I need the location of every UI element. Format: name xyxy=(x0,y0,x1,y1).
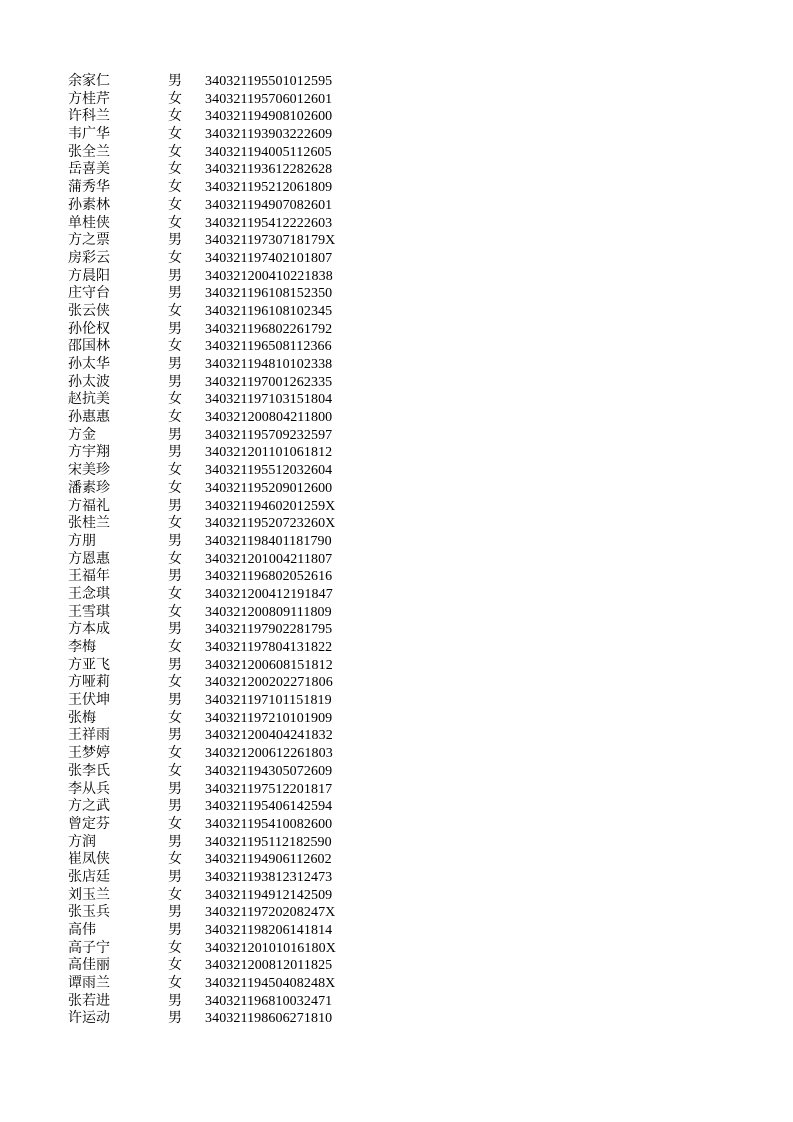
person-gender: 女 xyxy=(168,179,182,196)
table-row xyxy=(68,586,368,604)
table-row xyxy=(68,816,368,834)
table-row xyxy=(68,922,368,940)
person-name: 王雪琪 xyxy=(68,603,110,620)
id-number: 34032119730718179X xyxy=(205,233,336,249)
person-name: 孙太波 xyxy=(68,373,110,390)
person-gender: 男 xyxy=(168,320,182,337)
person-gender: 女 xyxy=(168,745,182,762)
id-number: 340321194907082601 xyxy=(205,197,333,213)
person-name: 张若进 xyxy=(68,992,110,1009)
table-row xyxy=(68,338,368,356)
person-gender: 男 xyxy=(168,568,182,585)
table-row xyxy=(68,480,368,498)
person-gender: 男 xyxy=(168,1010,182,1027)
id-number: 340321195209012600 xyxy=(205,480,333,496)
person-gender: 女 xyxy=(168,143,182,160)
person-name: 高佳丽 xyxy=(68,957,110,974)
table-row xyxy=(68,692,368,710)
person-name: 单桂侠 xyxy=(68,214,110,231)
person-name: 庄守台 xyxy=(68,285,110,302)
table-row xyxy=(68,657,368,675)
table-row xyxy=(68,303,368,321)
id-number: 340321197512201817 xyxy=(205,781,333,797)
table-row xyxy=(68,356,368,374)
person-gender: 女 xyxy=(168,161,182,178)
person-name: 方本成 xyxy=(68,621,110,638)
id-number: 340321194005112605 xyxy=(205,144,332,160)
person-name: 韦广华 xyxy=(68,126,110,143)
person-name: 岳喜美 xyxy=(68,161,110,178)
id-number: 340321200612261803 xyxy=(205,746,333,762)
table-row xyxy=(68,727,368,745)
table-row xyxy=(68,993,368,1011)
id-number: 340321197001262335 xyxy=(205,374,333,390)
table-row xyxy=(68,674,368,692)
person-name: 方之票 xyxy=(68,232,110,249)
person-gender: 男 xyxy=(168,656,182,673)
table-row xyxy=(68,232,368,250)
id-number: 340321200412191847 xyxy=(205,586,333,602)
table-row xyxy=(68,568,368,586)
person-name: 李梅 xyxy=(68,639,96,655)
table-row xyxy=(68,179,368,197)
id-number: 340321200812011825 xyxy=(205,958,333,974)
person-name: 张桂兰 xyxy=(68,515,110,532)
person-name: 潘素珍 xyxy=(68,479,110,496)
person-gender: 男 xyxy=(168,692,182,709)
person-name: 高伟 xyxy=(68,922,96,938)
table-row xyxy=(68,975,368,993)
person-gender: 女 xyxy=(168,462,182,479)
person-gender: 男 xyxy=(168,621,182,638)
person-gender: 女 xyxy=(168,603,182,620)
table-row xyxy=(68,73,368,91)
table-row xyxy=(68,904,368,922)
person-gender: 女 xyxy=(168,674,182,691)
table-row xyxy=(68,834,368,852)
id-number: 34032119460201259X xyxy=(205,498,336,514)
person-gender: 男 xyxy=(168,922,182,938)
person-gender: 男 xyxy=(168,73,182,89)
table-row xyxy=(68,126,368,144)
id-number: 340321197101151819 xyxy=(205,693,332,709)
person-gender: 女 xyxy=(168,886,182,903)
person-name: 张李氏 xyxy=(68,762,110,779)
person-name: 刘玉兰 xyxy=(68,886,110,903)
person-gender: 男 xyxy=(168,232,182,249)
person-name: 张全兰 xyxy=(68,143,110,160)
person-name: 谭雨兰 xyxy=(68,975,110,992)
id-number: 340321196802261792 xyxy=(205,321,333,337)
table-row xyxy=(68,144,368,162)
id-number: 340321197210101909 xyxy=(205,710,333,726)
person-name: 孙伦权 xyxy=(68,320,110,337)
person-name: 曾定芬 xyxy=(68,815,110,832)
table-row xyxy=(68,285,368,303)
id-number: 340321195406142594 xyxy=(205,799,333,815)
table-row xyxy=(68,197,368,215)
table-row xyxy=(68,957,368,975)
table-row xyxy=(68,1010,368,1028)
person-gender: 女 xyxy=(168,391,182,408)
person-gender: 男 xyxy=(168,285,182,302)
id-number: 340321195709232597 xyxy=(205,427,333,443)
id-number: 340321197402101807 xyxy=(205,250,333,266)
id-number: 340321195410082600 xyxy=(205,816,333,832)
id-number: 340321193903222609 xyxy=(205,127,333,143)
person-gender: 男 xyxy=(168,426,182,443)
id-number: 340321200804211800 xyxy=(205,410,333,426)
person-gender: 女 xyxy=(168,338,182,355)
table-row xyxy=(68,639,368,657)
id-number: 340321201101061812 xyxy=(205,445,333,461)
person-gender: 女 xyxy=(168,585,182,602)
person-name: 方之武 xyxy=(68,798,110,815)
id-number: 340321197804131822 xyxy=(205,640,333,655)
table-row xyxy=(68,374,368,392)
person-name: 孙素林 xyxy=(68,196,110,213)
person-gender: 女 xyxy=(168,302,182,319)
table-row xyxy=(68,551,368,569)
person-gender: 女 xyxy=(168,479,182,496)
table-row xyxy=(68,268,368,286)
table-row xyxy=(68,798,368,816)
table-row xyxy=(68,940,368,958)
person-name: 许运动 xyxy=(68,1010,110,1027)
table-row xyxy=(68,215,368,233)
person-name: 方亚飞 xyxy=(68,656,110,673)
table-row xyxy=(68,498,368,516)
person-name: 方润 xyxy=(68,833,96,850)
table-row xyxy=(68,781,368,799)
person-name: 张梅 xyxy=(68,709,96,726)
table-row xyxy=(68,763,368,781)
person-gender: 女 xyxy=(168,939,182,956)
person-name: 李从兵 xyxy=(68,780,110,797)
person-gender: 男 xyxy=(168,444,182,461)
id-number: 340321196108102345 xyxy=(205,303,333,319)
person-name: 方桂芹 xyxy=(68,90,110,107)
id-number: 34032119520723260X xyxy=(205,516,336,532)
person-gender: 男 xyxy=(168,267,182,284)
id-number: 340321197103151804 xyxy=(205,392,333,408)
table-row xyxy=(68,391,368,409)
person-gender: 男 xyxy=(168,532,182,549)
person-gender: 男 xyxy=(168,780,182,797)
person-gender: 女 xyxy=(168,815,182,832)
id-number: 340321195501012595 xyxy=(205,74,333,89)
person-gender: 男 xyxy=(168,833,182,850)
person-name: 余家仁 xyxy=(68,73,110,89)
person-name: 方晨阳 xyxy=(68,267,110,284)
person-gender: 男 xyxy=(168,904,182,921)
person-name: 宋美珍 xyxy=(68,462,110,479)
id-number: 340321197902281795 xyxy=(205,622,333,638)
person-gender: 女 xyxy=(168,515,182,532)
id-number: 34032120101016180X xyxy=(205,940,336,956)
table-row xyxy=(68,250,368,268)
table-row xyxy=(68,745,368,763)
person-name: 王伏坤 xyxy=(68,692,110,709)
id-number: 340321195212061809 xyxy=(205,180,333,196)
person-name: 方福礼 xyxy=(68,497,110,514)
person-gender: 女 xyxy=(168,249,182,266)
person-name: 王念琪 xyxy=(68,585,110,602)
id-number: 340321200202271806 xyxy=(205,675,333,691)
person-name: 赵抗美 xyxy=(68,391,110,408)
id-number: 340321198606271810 xyxy=(205,1011,333,1027)
table-row xyxy=(68,462,368,480)
table-row xyxy=(68,869,368,887)
table-row xyxy=(68,533,368,551)
table-row xyxy=(68,444,368,462)
person-gender: 女 xyxy=(168,126,182,143)
person-gender: 男 xyxy=(168,992,182,1009)
id-number: 340321195512032604 xyxy=(205,463,333,479)
id-number: 34032119720208247X xyxy=(205,905,336,921)
id-number: 34032119450408248X xyxy=(205,976,336,992)
person-name: 方朋 xyxy=(68,532,96,549)
table-row xyxy=(68,604,368,622)
person-gender: 男 xyxy=(168,727,182,744)
id-number: 340321194305072609 xyxy=(205,763,333,779)
person-name: 张玉兵 xyxy=(68,904,110,921)
table-row xyxy=(68,409,368,427)
id-number: 340321194906112602 xyxy=(205,852,332,868)
id-number: 340321200404241832 xyxy=(205,728,333,744)
person-name: 方宇翔 xyxy=(68,444,110,461)
table-row xyxy=(68,321,368,339)
id-number: 340321198401181790 xyxy=(205,533,332,549)
person-name: 孙惠惠 xyxy=(68,409,110,426)
person-gender: 女 xyxy=(168,214,182,231)
person-gender: 男 xyxy=(168,868,182,885)
table-row xyxy=(68,710,368,728)
person-gender: 男 xyxy=(168,373,182,390)
id-number: 340321196108152350 xyxy=(205,286,333,302)
person-name: 方金 xyxy=(68,426,96,443)
id-number: 340321193612282628 xyxy=(205,162,333,178)
id-number: 340321201004211807 xyxy=(205,551,333,567)
person-name: 王梦婷 xyxy=(68,745,110,762)
person-name: 方哑莉 xyxy=(68,674,110,691)
id-number: 340321195112182590 xyxy=(205,834,332,850)
table-row xyxy=(68,887,368,905)
person-name: 王祥雨 xyxy=(68,727,110,744)
person-name: 方恩惠 xyxy=(68,550,110,567)
id-number: 340321195412222603 xyxy=(205,215,333,231)
person-name: 王福年 xyxy=(68,568,110,585)
person-gender: 女 xyxy=(168,108,182,125)
person-name: 张店廷 xyxy=(68,868,110,885)
id-number: 340321200410221838 xyxy=(205,268,333,284)
person-gender: 女 xyxy=(168,762,182,779)
person-name: 张云侠 xyxy=(68,302,110,319)
table-row xyxy=(68,91,368,109)
id-number: 340321193812312473 xyxy=(205,869,333,885)
table-row xyxy=(68,621,368,639)
person-name: 高子宁 xyxy=(68,939,110,956)
roster-table xyxy=(68,73,368,1028)
person-gender: 女 xyxy=(168,196,182,213)
person-gender: 男 xyxy=(168,798,182,815)
table-row xyxy=(68,108,368,126)
person-gender: 女 xyxy=(168,409,182,426)
person-gender: 女 xyxy=(168,709,182,726)
person-name: 蒲秀华 xyxy=(68,179,110,196)
table-row xyxy=(68,851,368,869)
person-gender: 女 xyxy=(168,975,182,992)
id-number: 340321200809111809 xyxy=(205,604,332,620)
id-number: 340321194810102338 xyxy=(205,357,333,372)
id-number: 340321196802052616 xyxy=(205,569,333,585)
person-gender: 女 xyxy=(168,550,182,567)
table-row xyxy=(68,515,368,533)
person-gender: 男 xyxy=(168,356,182,372)
person-name: 孙太华 xyxy=(68,356,110,372)
person-gender: 女 xyxy=(168,957,182,974)
id-number: 340321194912142509 xyxy=(205,887,333,903)
person-name: 房彩云 xyxy=(68,249,110,266)
person-gender: 女 xyxy=(168,851,182,868)
person-gender: 男 xyxy=(168,497,182,514)
table-row xyxy=(68,427,368,445)
id-number: 340321196508112366 xyxy=(205,339,332,355)
id-number: 340321200608151812 xyxy=(205,657,333,673)
id-number: 340321195706012601 xyxy=(205,91,333,107)
person-gender: 女 xyxy=(168,90,182,107)
table-row xyxy=(68,161,368,179)
id-number: 340321198206141814 xyxy=(205,923,333,938)
person-name: 许科兰 xyxy=(68,108,110,125)
person-gender: 女 xyxy=(168,639,182,655)
person-name: 邵国林 xyxy=(68,338,110,355)
id-number: 340321194908102600 xyxy=(205,109,333,125)
person-name: 崔凤侠 xyxy=(68,851,110,868)
id-number: 340321196810032471 xyxy=(205,993,333,1009)
